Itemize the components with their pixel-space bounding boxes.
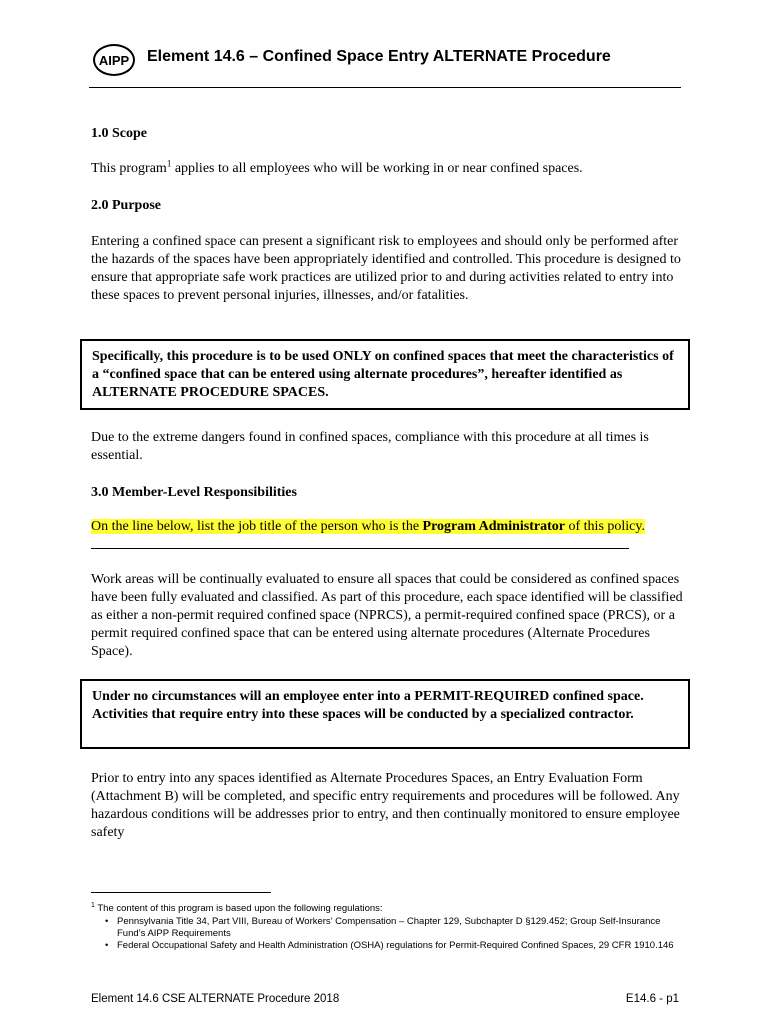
footnote-number: 1 [91, 901, 95, 909]
page-title: Element 14.6 – Confined Space Entry ALTERNATE Procedure [147, 48, 611, 65]
scope-text-start: This program [91, 161, 167, 176]
purpose-paragraph: Entering a confined space can present a significant risk to employees and should only be performed after the hazards of the spaces have been appropriately identified and controlled. This procedure is designed to ensure that appropriate safe work practices are utilized prior to and during activities related to entry into these spaces to prevent personal injuries, illnesses, and/or fatalities. [91, 234, 681, 303]
scope-text [91, 160, 691, 178]
footnote-divider [91, 892, 271, 893]
aipp-logo: AIPP [93, 44, 135, 76]
compliance-paragraph: Due to the extreme dangers found in confined spaces, compliance with this procedure at all times is essential. [91, 430, 649, 463]
scope-text-end: applies to all employees who will be working in or near confined spaces. [171, 161, 583, 176]
alternate-procedure-box: Specifically, this procedure is to be used ONLY on confined spaces that meet the characteristics of a “confined space that can be entered using alternate procedures”, hereafter identified as ALTERNATE PROCEDURE SPACES. [80, 339, 690, 410]
entry-evaluation-paragraph: Prior to entry into any spaces identified as Alternate Procedures Spaces, an Entry Evaluation Form (Attachment B) will be completed, and specific entry requirements and procedures will be followed. Any hazardous conditions will be addresses prior to entry, and then continually monitored to ensure employee safety [91, 771, 680, 840]
header-divider [89, 87, 681, 88]
footnote-intro-text: The content of this program is based upon the following regulations: [94, 903, 383, 914]
instruction-highlight-end: of this policy. [565, 519, 645, 534]
scope-heading: 1.0 Scope [91, 126, 147, 141]
program-administrator-label: Program Administrator [422, 519, 565, 534]
program-administrator-field[interactable] [91, 536, 629, 549]
footnote [91, 903, 691, 952]
footer-page-number: E14.6 - p1 [625, 993, 679, 1005]
regulation-item: • Federal Occupational Safety and Health Administration (OSHA) regulations for Permit-Required Confined Spaces, 29 CFR 1910.146 [117, 940, 691, 952]
responsibilities-heading: 3.0 Member-Level Responsibilities [91, 485, 297, 500]
purpose-heading: 2.0 Purpose [91, 198, 161, 213]
program-administrator-instruction [91, 518, 691, 555]
footer-document-name: Element 14.6 CSE ALTERNATE Procedure 2018 [91, 993, 340, 1005]
footnote-ref[interactable]: 1 [166, 158, 172, 169]
permit-required-warning-box: Under no circumstances will an employee enter into a PERMIT-REQUIRED confined space. Activities that require entry into these spaces will be conducted by a specialized contractor. [80, 679, 690, 749]
footnote-intro [91, 903, 691, 915]
classification-paragraph: Work areas will be continually evaluated to ensure all spaces that could be considered as confined spaces have been fully evaluated and classified. As part of this procedure, each space identified will be classified as either a non-permit required confined space (NPRCS), a permit-required confined space (PRCS), or a permit required confined space that can be entered using alternate procedures (Alternate Procedures Space). [91, 572, 683, 659]
instruction-highlight-start: On the line below, list the job title of the person who is the [91, 519, 423, 534]
regulations-list [91, 916, 691, 952]
regulation-item: • Pennsylvania Title 34, Part VIII, Bureau of Workers’ Compensation – Chapter 129, Subchapter D §129.452; Group Self-Insurance Fund’s AIPP Requirements [117, 916, 691, 940]
page-header [89, 40, 681, 88]
